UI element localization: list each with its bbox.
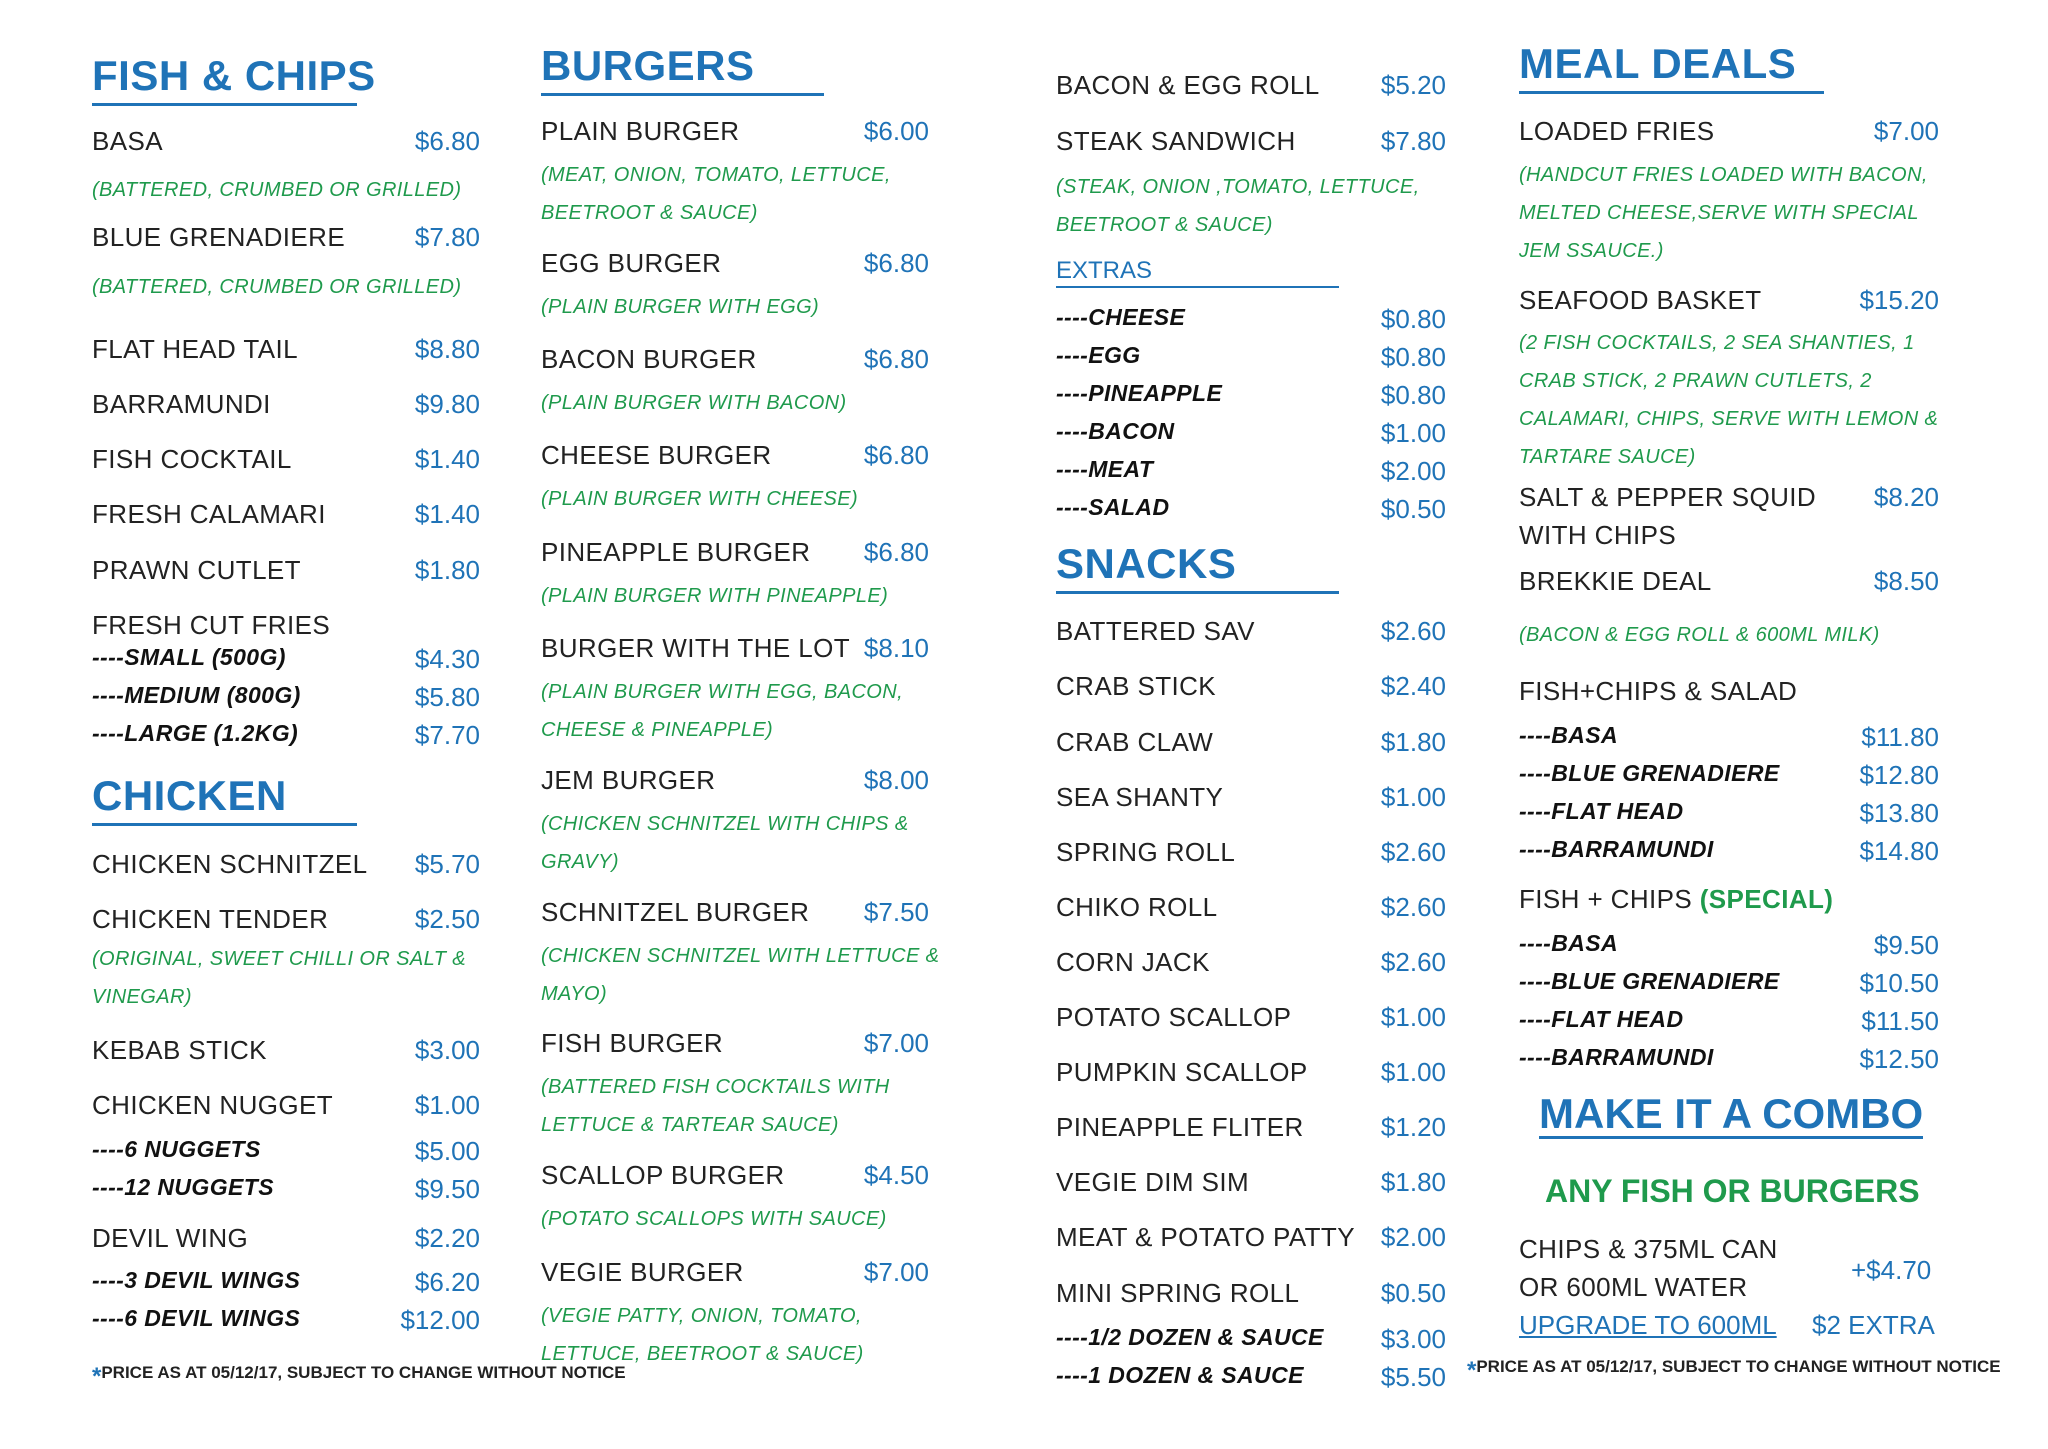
item-description: (CHICKEN SCHNITZEL WITH LETTUCE & MAYO) bbox=[541, 945, 940, 1005]
item-price: $7.00 bbox=[863, 1257, 929, 1287]
sub-item bbox=[1519, 1006, 1939, 1040]
item-price: $4.30 bbox=[414, 644, 480, 674]
item-price: $13.80 bbox=[1859, 798, 1939, 828]
item-name: CHICKEN SCHNITZEL bbox=[92, 849, 368, 879]
meal-deals-heading: MEAL DEALS bbox=[1519, 40, 1797, 87]
price-note-text: PRICE AS AT 05/12/17, SUBJECT TO CHANGE WITHOUT NOTICE bbox=[101, 1363, 626, 1382]
sub-item bbox=[1056, 380, 1446, 414]
item-price: $4.50 bbox=[863, 1160, 929, 1190]
item-price: $9.80 bbox=[414, 389, 480, 419]
item-price: $2.00 bbox=[1380, 1222, 1446, 1252]
menu-item bbox=[1519, 482, 1939, 516]
item-name: MINI SPRING ROLL bbox=[1056, 1278, 1300, 1308]
menu-item bbox=[1056, 1278, 1446, 1312]
menu-item bbox=[1519, 116, 1939, 150]
item-price: $2.60 bbox=[1380, 947, 1446, 977]
sub-item bbox=[1519, 836, 1939, 870]
item-name: FISH BURGER bbox=[541, 1028, 724, 1058]
menu-item bbox=[92, 334, 480, 368]
price-note-text: PRICE AS AT 05/12/17, SUBJECT TO CHANGE WITHOUT NOTICE bbox=[1476, 1357, 2001, 1376]
item-price: $8.80 bbox=[414, 334, 480, 364]
item-price: $0.80 bbox=[1380, 342, 1446, 372]
menu-item bbox=[92, 1090, 480, 1124]
item-description: (STEAK, ONION ,TOMATO, LETTUCE, BEETROOT & SAUCE) bbox=[1056, 176, 1420, 236]
item-name: PINEAPPLE BURGER bbox=[541, 537, 811, 567]
item-price: $8.50 bbox=[1873, 566, 1939, 596]
menu-item bbox=[92, 444, 480, 478]
menu-item bbox=[1056, 947, 1446, 981]
menu-item bbox=[541, 344, 929, 378]
item-price: $5.70 bbox=[414, 849, 480, 879]
item-price: $3.00 bbox=[414, 1035, 480, 1065]
item-name: BLUE GRENADIERE bbox=[92, 222, 346, 252]
item-name: SCALLOP BURGER bbox=[541, 1160, 785, 1190]
item-name: ----12 NUGGETS bbox=[92, 1174, 274, 1200]
item-name: CRAB CLAW bbox=[1056, 727, 1214, 757]
item-description: (PLAIN BURGER WITH EGG) bbox=[541, 296, 820, 318]
item-price: $7.70 bbox=[414, 720, 480, 750]
sub-item bbox=[92, 1305, 480, 1339]
item-price: $11.50 bbox=[1861, 1006, 1939, 1036]
menu-item bbox=[92, 1035, 480, 1069]
menu-item bbox=[92, 1223, 480, 1257]
sub-item bbox=[92, 682, 480, 716]
item-description: (CHICKEN SCHNITZEL WITH CHIPS & GRAVY) bbox=[541, 813, 909, 873]
fish-chips-salad-label: FISH+CHIPS & SALAD bbox=[1519, 676, 1798, 706]
section-label bbox=[1519, 884, 1939, 918]
menu-item bbox=[541, 248, 929, 282]
menu-item bbox=[92, 126, 480, 160]
menu-item bbox=[541, 1028, 929, 1062]
item-description: (MEAT, ONION, TOMATO, LETTUCE, BEETROOT & SAUCE) bbox=[541, 164, 891, 224]
item-price: $9.50 bbox=[1873, 930, 1939, 960]
item-price: $6.80 bbox=[414, 126, 480, 156]
sub-item bbox=[1519, 760, 1939, 794]
sub-item bbox=[1056, 1362, 1446, 1396]
item-description: (BATTERED, CRUMBED OR GRILLED) bbox=[92, 276, 462, 298]
item-name: WITH CHIPS bbox=[1519, 520, 1677, 550]
item-price: $0.50 bbox=[1380, 494, 1446, 524]
item-price: $7.00 bbox=[863, 1028, 929, 1058]
item-name: VEGIE BURGER bbox=[541, 1257, 744, 1287]
item-name: JEM BURGER bbox=[541, 765, 716, 795]
combo-line-1: CHIPS & 375ML CAN bbox=[1519, 1234, 1778, 1264]
item-price: $8.20 bbox=[1873, 482, 1939, 512]
item-price: $8.00 bbox=[863, 765, 929, 795]
item-price: $7.80 bbox=[1380, 126, 1446, 156]
menu-item bbox=[92, 904, 480, 938]
menu-item bbox=[1056, 1057, 1446, 1091]
menu-item bbox=[1056, 837, 1446, 871]
menu-item bbox=[1519, 566, 1939, 600]
item-price: $5.80 bbox=[414, 682, 480, 712]
item-price: $12.50 bbox=[1859, 1044, 1939, 1074]
item-name: DEVIL WING bbox=[92, 1223, 249, 1253]
menu-item bbox=[541, 765, 929, 799]
item-price: $5.00 bbox=[414, 1136, 480, 1166]
item-name: PRAWN CUTLET bbox=[92, 555, 301, 585]
item-price: $2.20 bbox=[414, 1223, 480, 1253]
menu-item bbox=[541, 537, 929, 571]
item-name: BACON BURGER bbox=[541, 344, 757, 374]
item-description: (BATTERED, CRUMBED OR GRILLED) bbox=[92, 179, 462, 201]
item-name: ----6 DEVIL WINGS bbox=[92, 1305, 301, 1331]
item-price: $2.60 bbox=[1380, 616, 1446, 646]
menu-item bbox=[1056, 616, 1446, 650]
item-price: $2.40 bbox=[1380, 671, 1446, 701]
item-name: ----BARRAMUNDI bbox=[1519, 836, 1714, 862]
upgrade-link[interactable]: UPGRADE TO 600ML bbox=[1519, 1310, 1777, 1340]
item-name: SEAFOOD BASKET bbox=[1519, 285, 1762, 315]
item-name: ----6 NUGGETS bbox=[92, 1136, 261, 1162]
item-price: $14.80 bbox=[1859, 836, 1939, 866]
menu-item bbox=[1056, 126, 1446, 160]
item-description: (PLAIN BURGER WITH PINEAPPLE) bbox=[541, 585, 889, 607]
menu-item bbox=[541, 897, 929, 931]
item-name: LOADED FRIES bbox=[1519, 116, 1715, 146]
menu-item bbox=[541, 116, 929, 150]
combo-heading: MAKE IT A COMBO bbox=[1539, 1090, 1924, 1137]
menu-item bbox=[541, 1257, 929, 1291]
item-price: $0.80 bbox=[1380, 304, 1446, 334]
menu-item bbox=[1056, 727, 1446, 761]
item-name: CHIKO ROLL bbox=[1056, 892, 1218, 922]
section-label bbox=[1519, 676, 1939, 710]
item-name: BASA bbox=[92, 126, 163, 156]
item-description: (BACON & EGG ROLL & 600ML MILK) bbox=[1519, 624, 1880, 646]
item-price: $1.20 bbox=[1380, 1112, 1446, 1142]
item-price: $15.20 bbox=[1859, 285, 1939, 315]
item-price: $1.00 bbox=[1380, 418, 1446, 448]
sub-item bbox=[92, 720, 480, 754]
item-name: CORN JACK bbox=[1056, 947, 1210, 977]
item-price: $11.80 bbox=[1861, 722, 1939, 752]
sub-item bbox=[92, 1267, 480, 1301]
sub-item bbox=[92, 644, 480, 678]
item-name: STEAK SANDWICH bbox=[1056, 126, 1296, 156]
item-name: ----BLUE GRENADIERE bbox=[1519, 968, 1780, 994]
menu-item bbox=[92, 499, 480, 533]
menu-item bbox=[1519, 285, 1939, 319]
upgrade-price: $2 EXTRA bbox=[1812, 1310, 1935, 1340]
item-name: ----FLAT HEAD bbox=[1519, 1006, 1684, 1032]
sub-item bbox=[1056, 456, 1446, 490]
item-price: $7.80 bbox=[414, 222, 480, 252]
menu-item bbox=[92, 555, 480, 589]
combo-line-2: OR 600ML WATER bbox=[1519, 1272, 1748, 1302]
price-note-star: * bbox=[1467, 1357, 1477, 1384]
item-name: PINEAPPLE FLITER bbox=[1056, 1112, 1304, 1142]
price-note-star: * bbox=[92, 1363, 102, 1390]
menu-item bbox=[1056, 1112, 1446, 1146]
item-price: $1.00 bbox=[414, 1090, 480, 1120]
item-name: FRESH CALAMARI bbox=[92, 499, 326, 529]
item-name: BREKKIE DEAL bbox=[1519, 566, 1712, 596]
item-name: ----CHEESE bbox=[1056, 304, 1186, 330]
menu-item bbox=[541, 1160, 929, 1194]
menu-item-continued bbox=[1519, 520, 1939, 554]
item-description: (POTATO SCALLOPS WITH SAUCE) bbox=[541, 1208, 887, 1230]
item-name: CRAB STICK bbox=[1056, 671, 1217, 701]
item-name: ----PINEAPPLE bbox=[1056, 380, 1223, 406]
menu-item bbox=[92, 610, 480, 644]
item-price: $6.80 bbox=[863, 248, 929, 278]
menu-item bbox=[92, 222, 480, 256]
item-name: ----BLUE GRENADIERE bbox=[1519, 760, 1780, 786]
item-name: ----LARGE (1.2KG) bbox=[92, 720, 299, 746]
menu-item bbox=[92, 849, 480, 883]
sub-item bbox=[1519, 968, 1939, 1002]
item-price: $1.00 bbox=[1380, 1057, 1446, 1087]
item-name: SEA SHANTY bbox=[1056, 782, 1224, 812]
sub-item bbox=[1519, 1044, 1939, 1078]
item-name: SCHNITZEL BURGER bbox=[541, 897, 810, 927]
sub-item bbox=[1056, 304, 1446, 338]
item-name: PLAIN BURGER bbox=[541, 116, 740, 146]
item-name: BACON & EGG ROLL bbox=[1056, 70, 1320, 100]
sub-item bbox=[1056, 494, 1446, 528]
item-name: POTATO SCALLOP bbox=[1056, 1002, 1292, 1032]
item-price: $6.20 bbox=[414, 1267, 480, 1297]
menu-item bbox=[1056, 1167, 1446, 1201]
item-price: $6.80 bbox=[863, 537, 929, 567]
item-price: $2.60 bbox=[1380, 892, 1446, 922]
item-name: SPRING ROLL bbox=[1056, 837, 1236, 867]
item-price: $0.80 bbox=[1380, 380, 1446, 410]
item-price: $9.50 bbox=[414, 1174, 480, 1204]
item-name: ----SMALL (500G) bbox=[92, 644, 286, 670]
item-price: $2.60 bbox=[1380, 837, 1446, 867]
item-price: $5.20 bbox=[1380, 70, 1446, 100]
item-name: FISH COCKTAIL bbox=[92, 444, 292, 474]
item-name: KEBAB STICK bbox=[92, 1035, 267, 1065]
item-price: $1.00 bbox=[1380, 782, 1446, 812]
item-name: ----FLAT HEAD bbox=[1519, 798, 1684, 824]
item-price: $3.00 bbox=[1380, 1324, 1446, 1354]
sub-item bbox=[92, 1174, 480, 1208]
menu-item bbox=[1056, 892, 1446, 926]
item-price: $5.50 bbox=[1380, 1362, 1446, 1392]
sub-item bbox=[1519, 722, 1939, 756]
menu-item bbox=[1056, 1222, 1446, 1256]
item-price: $7.50 bbox=[863, 897, 929, 927]
item-name: ----1 DOZEN & SAUCE bbox=[1056, 1362, 1304, 1388]
menu-item bbox=[1056, 782, 1446, 816]
item-description: (ORIGINAL, SWEET CHILLI OR SALT & VINEGAR) bbox=[92, 948, 467, 1008]
item-price: $1.00 bbox=[1380, 1002, 1446, 1032]
price-note bbox=[1467, 1357, 2001, 1385]
extras-heading: EXTRAS bbox=[1056, 257, 1153, 284]
item-name: FRESH CUT FRIES bbox=[92, 610, 331, 640]
special-tag: (SPECIAL) bbox=[1699, 884, 1834, 914]
item-description: (PLAIN BURGER WITH BACON) bbox=[541, 392, 847, 414]
sub-item bbox=[1056, 1324, 1446, 1358]
fish-chips-heading: FISH & CHIPS bbox=[92, 52, 376, 99]
item-description: (VEGIE PATTY, ONION, TOMATO, LETTUCE, BEETROOT & SAUCE) bbox=[541, 1305, 864, 1365]
item-price: $1.40 bbox=[414, 499, 480, 529]
menu-item bbox=[1056, 1002, 1446, 1036]
item-price: $7.00 bbox=[1873, 116, 1939, 146]
item-name: SALT & PEPPER SQUID bbox=[1519, 482, 1817, 512]
item-name: BARRAMUNDI bbox=[92, 389, 271, 419]
combo-any-text: ANY FISH OR BURGERS bbox=[1545, 1173, 1920, 1209]
item-name: ----1/2 DOZEN & SAUCE bbox=[1056, 1324, 1324, 1350]
item-name: ----BASA bbox=[1519, 930, 1619, 956]
item-price: $12.80 bbox=[1859, 760, 1939, 790]
sub-item bbox=[1056, 342, 1446, 376]
item-name: MEAT & POTATO PATTY bbox=[1056, 1222, 1355, 1252]
item-description: (PLAIN BURGER WITH CHEESE) bbox=[541, 488, 859, 510]
item-name: ----3 DEVIL WINGS bbox=[92, 1267, 301, 1293]
menu-item bbox=[1056, 671, 1446, 705]
menu-item bbox=[541, 440, 929, 474]
sub-item bbox=[1519, 930, 1939, 964]
item-description: (PLAIN BURGER WITH EGG, BACON, CHEESE & PINEAPPLE) bbox=[541, 681, 904, 741]
item-price: $6.00 bbox=[863, 116, 929, 146]
item-price: $1.80 bbox=[1380, 1167, 1446, 1197]
sub-item bbox=[92, 1136, 480, 1170]
item-price: $1.80 bbox=[414, 555, 480, 585]
combo-price: +$4.70 bbox=[1851, 1255, 1932, 1285]
item-price: $2.50 bbox=[414, 904, 480, 934]
item-name: CHEESE BURGER bbox=[541, 440, 772, 470]
item-name: CHICKEN NUGGET bbox=[92, 1090, 334, 1120]
sub-item bbox=[1519, 798, 1939, 832]
item-name: VEGIE DIM SIM bbox=[1056, 1167, 1250, 1197]
item-name: CHICKEN TENDER bbox=[92, 904, 329, 934]
item-name: ----EGG bbox=[1056, 342, 1141, 368]
snacks-heading: SNACKS bbox=[1056, 540, 1237, 587]
item-name: EGG BURGER bbox=[541, 248, 722, 278]
item-price: $0.50 bbox=[1380, 1278, 1446, 1308]
chicken-heading: CHICKEN bbox=[92, 772, 287, 819]
item-name: PUMPKIN SCALLOP bbox=[1056, 1057, 1308, 1087]
item-name: ----MEAT bbox=[1056, 456, 1154, 482]
item-name: ----BARRAMUNDI bbox=[1519, 1044, 1714, 1070]
item-name: BATTERED SAV bbox=[1056, 616, 1255, 646]
item-price: $12.00 bbox=[400, 1305, 480, 1335]
menu-item bbox=[92, 389, 480, 423]
item-price: $6.80 bbox=[863, 440, 929, 470]
menu-item bbox=[1056, 70, 1446, 104]
item-price: $10.50 bbox=[1859, 968, 1939, 998]
item-name: FLAT HEAD TAIL bbox=[92, 334, 298, 364]
menu-item bbox=[541, 633, 929, 667]
item-price: $8.10 bbox=[863, 633, 929, 663]
item-description: (2 FISH COCKTAILS, 2 SEA SHANTIES, 1 CRAB STICK, 2 PRAWN CUTLETS, 2 CALAMARI, CHIPS, SERVE WITH LEMON & TARTARE SAUCE) bbox=[1519, 332, 1939, 468]
item-name: ----BASA bbox=[1519, 722, 1619, 748]
fish-chips-special-label bbox=[1519, 884, 1833, 915]
item-price: $1.80 bbox=[1380, 727, 1446, 757]
item-name: ----SALAD bbox=[1056, 494, 1170, 520]
burgers-heading: BURGERS bbox=[541, 42, 755, 89]
item-name: ----BACON bbox=[1056, 418, 1175, 444]
item-name: ----MEDIUM (800G) bbox=[92, 682, 301, 708]
item-price: $2.00 bbox=[1380, 456, 1446, 486]
item-description: (HANDCUT FRIES LOADED WITH BACON, MELTED CHEESE,SERVE WITH SPECIAL JEM SSAUCE.) bbox=[1519, 164, 1928, 262]
item-price: $1.40 bbox=[414, 444, 480, 474]
item-name: BURGER WITH THE LOT bbox=[541, 633, 851, 663]
sub-item bbox=[1056, 418, 1446, 452]
fish-chips-special-text: FISH + CHIPS bbox=[1519, 884, 1700, 914]
item-price: $6.80 bbox=[863, 344, 929, 374]
item-description: (BATTERED FISH COCKTAILS WITH LETTUCE & TARTEAR SAUCE) bbox=[541, 1076, 890, 1136]
